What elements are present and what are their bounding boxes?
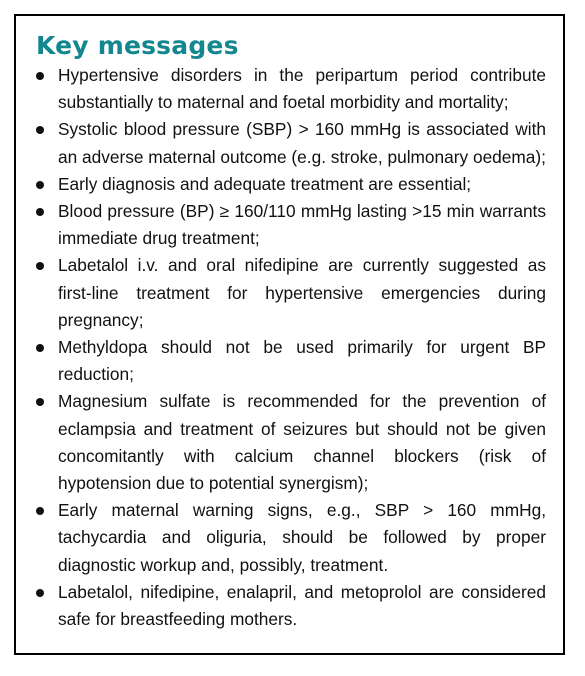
list-item <box>34 497 546 579</box>
box-title: Key messages <box>36 31 239 60</box>
list-item-text: Blood pressure (BP) ≥ 160/110 mmHg lasting >15 min warrants immediate drug treatment; <box>58 201 546 249</box>
list-item-text: Magnesium sulfate is recommended for the prevention of eclampsia and treatment of seizures but should not be given concomitantly with calcium channel blockers (risk of hypotension due to potential synergism); <box>58 391 546 494</box>
list-item-text: Early diagnosis and adequate treatment are essential; <box>58 173 472 194</box>
list-item-text: Labetalol, nifedipine, enalapril, and metoprolol are considered safe for breastfeeding mothers. <box>58 581 546 630</box>
list-item <box>34 388 546 497</box>
list-item <box>34 171 546 198</box>
bullet-icon <box>36 126 44 134</box>
list-item <box>34 579 546 633</box>
bullet-icon <box>36 181 44 189</box>
list-item-text: Hypertensive disorders in the peripartum period contribute substantially to maternal and foetal morbidity and mortality; <box>58 65 546 113</box>
key-messages-box <box>14 14 565 655</box>
bullet-icon <box>36 208 44 216</box>
bullet-icon <box>36 262 44 270</box>
bullet-icon <box>36 344 44 352</box>
list-item-text: Early maternal warning signs, e.g., SBP > 160 mmHg, tachycardia and oliguria, should be followed by proper diagnostic workup and, possibly, treatment. <box>58 500 546 575</box>
bullet-icon <box>36 589 44 597</box>
list-item-text: Methyldopa should not be used primarily for urgent BP reduction; <box>58 337 546 385</box>
list-item-text: Labetalol i.v. and oral nifedipine are currently suggested as first-line treatment for hypertensive emergencies during pregnancy; <box>58 255 546 330</box>
messages-list <box>34 62 546 633</box>
bullet-icon <box>36 507 44 515</box>
list-item <box>34 198 546 252</box>
list-item-text: Systolic blood pressure (SBP) > 160 mmHg is associated with an adverse maternal outcome (e.g. stroke, pulmonary oedema); <box>58 119 546 167</box>
list-item <box>34 116 546 170</box>
bullet-icon <box>36 398 44 406</box>
list-item <box>34 334 546 388</box>
list-item <box>34 62 546 116</box>
list-item <box>34 252 546 334</box>
bullet-icon <box>36 72 44 80</box>
